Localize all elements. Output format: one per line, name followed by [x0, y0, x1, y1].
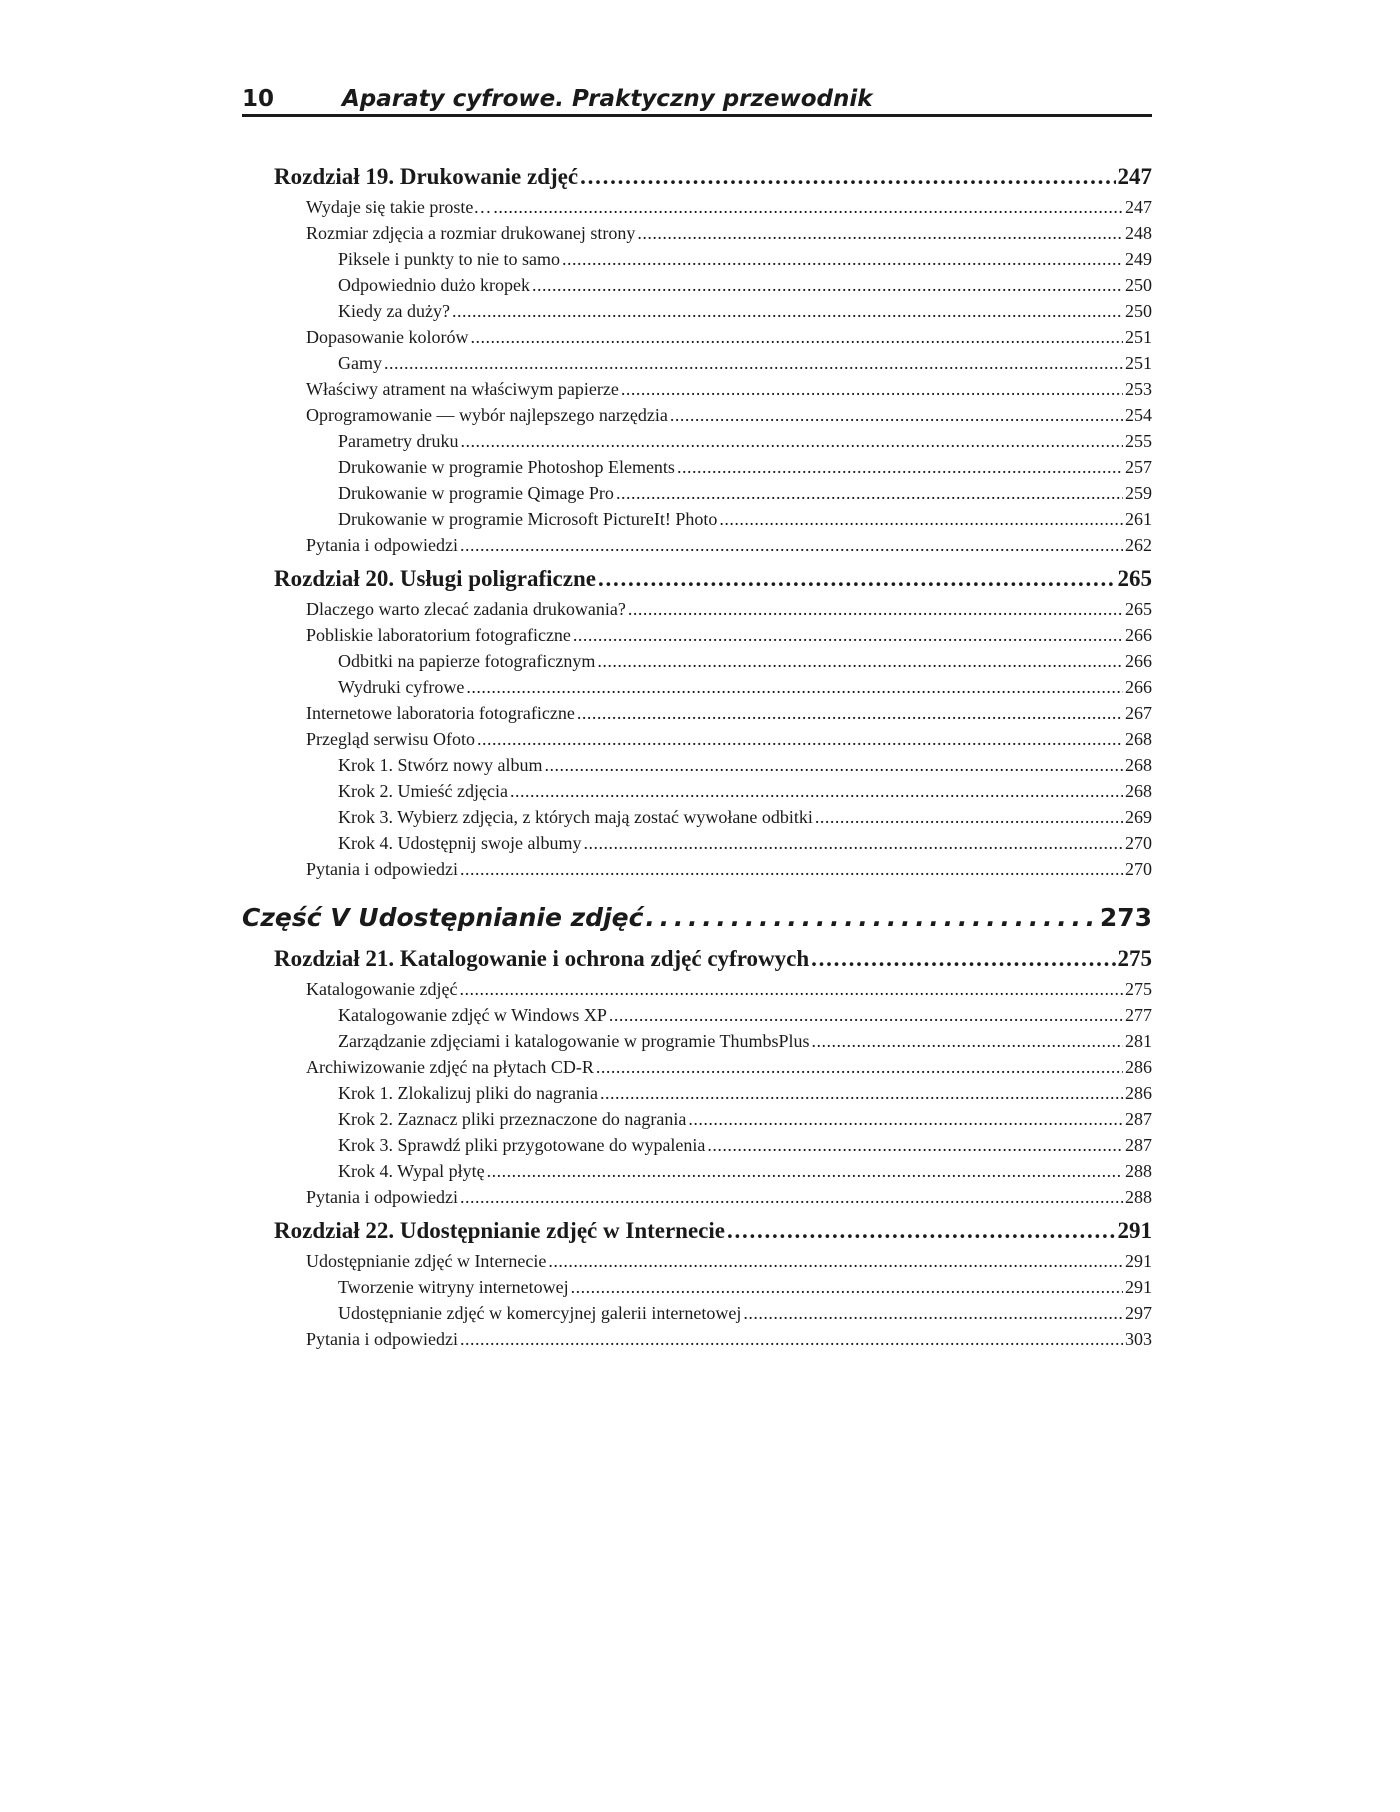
- dot-leader: [460, 532, 1123, 558]
- toc-entry-title: Krok 3. Wybierz zdjęcia, z których mają zostać wywołane odbitki: [338, 807, 813, 827]
- toc-entry-l2[interactable]: [242, 480, 1152, 506]
- toc-entry-page: 248: [1125, 223, 1152, 243]
- toc-entry-title: Oprogramowanie — wybór najlepszego narzędzia: [306, 405, 668, 425]
- toc-entry-page: 268: [1125, 781, 1152, 801]
- toc-entry-title: Gamy: [338, 353, 382, 373]
- toc-entry-title: Wydaje się takie proste…: [306, 197, 492, 217]
- toc-entry-page: 265: [1117, 566, 1152, 591]
- toc-entry-l2[interactable]: [242, 648, 1152, 674]
- toc-entry-page: 251: [1125, 353, 1152, 373]
- toc-entry-l1[interactable]: [242, 376, 1152, 402]
- dot-leader: [571, 1274, 1123, 1300]
- toc-entry-page: 247: [1117, 164, 1152, 189]
- toc-entry-page: 267: [1125, 703, 1152, 723]
- toc-entry-title: Rozdział 22. Udostępnianie zdjęć w Internecie: [274, 1218, 725, 1243]
- toc-entry-page: 259: [1125, 483, 1152, 503]
- toc-entry-page: 287: [1125, 1135, 1152, 1155]
- dot-leader: [384, 350, 1123, 376]
- toc-entry-page: 249: [1125, 249, 1152, 269]
- toc-entry-l2[interactable]: [242, 246, 1152, 272]
- dot-leader: [460, 1326, 1123, 1352]
- toc-entry-page: 268: [1125, 755, 1152, 775]
- toc-entry-l1[interactable]: [242, 324, 1152, 350]
- dot-leader: [493, 194, 1123, 220]
- toc-entry-page: 291: [1125, 1251, 1152, 1271]
- running-title: Aparaty cyfrowe. Praktyczny przewodnik: [342, 86, 873, 112]
- dot-leader: [609, 1002, 1123, 1028]
- dot-leader: [670, 402, 1123, 428]
- dot-leader: [815, 804, 1123, 830]
- toc-entry-l1[interactable]: [242, 976, 1152, 1002]
- toc-entry-l2[interactable]: [242, 428, 1152, 454]
- dot-leader: [452, 298, 1123, 324]
- toc-entry-l1[interactable]: [242, 402, 1152, 428]
- toc-entry-title: Odbitki na papierze fotograficznym: [338, 651, 596, 671]
- toc-entry-page: 281: [1125, 1031, 1152, 1051]
- dot-leader: [727, 1214, 1116, 1248]
- page-number: 10: [242, 86, 275, 112]
- toc-entry-page: 250: [1125, 301, 1152, 321]
- toc-entry-page: 286: [1125, 1057, 1152, 1077]
- toc-entry-l2[interactable]: [242, 1028, 1152, 1054]
- toc-entry-title: Odpowiednio dużo kropek: [338, 275, 530, 295]
- toc-entry-l2[interactable]: [242, 454, 1152, 480]
- toc-entry-l1[interactable]: [242, 1184, 1152, 1210]
- toc-entry-title: Parametry druku: [338, 431, 459, 451]
- toc-entry-title: Udostępnianie zdjęć w komercyjnej galerii internetowej: [338, 1303, 742, 1323]
- dot-leader: [548, 1248, 1123, 1274]
- toc-entry-page: 247: [1125, 197, 1152, 217]
- toc-entry-page: 291: [1117, 1218, 1152, 1243]
- toc-entry-title: Pytania i odpowiedzi: [306, 1187, 458, 1207]
- toc-entry-title: Drukowanie w programie Qimage Pro: [338, 483, 614, 503]
- toc-entry-l1[interactable]: [242, 194, 1152, 220]
- toc-entry-page: 275: [1117, 946, 1152, 971]
- toc-entry-l2[interactable]: [242, 272, 1152, 298]
- toc-entry-l2[interactable]: [242, 830, 1152, 856]
- toc-entry-page: 275: [1125, 979, 1152, 999]
- dot-leader: [577, 700, 1123, 726]
- toc-entry-l1[interactable]: [242, 532, 1152, 558]
- dot-leader: [600, 1080, 1123, 1106]
- dot-leader: [719, 506, 1123, 532]
- dot-leader: [583, 830, 1123, 856]
- toc-entry-page: 266: [1125, 677, 1152, 697]
- toc-entry-title: Przegląd serwisu Ofoto: [306, 729, 475, 749]
- toc-entry-l2[interactable]: [242, 674, 1152, 700]
- toc-entry-title: Rozmiar zdjęcia a rozmiar drukowanej strony: [306, 223, 636, 243]
- toc-entry-l1[interactable]: [242, 220, 1152, 246]
- dot-leader: [743, 1300, 1123, 1326]
- toc-entry-title: Właściwy atrament na właściwym papierze: [306, 379, 619, 399]
- toc-entry-page: 265: [1125, 599, 1152, 619]
- dot-leader: [707, 1132, 1123, 1158]
- toc-entry-l1[interactable]: [242, 856, 1152, 882]
- toc-entry-page: 262: [1125, 535, 1152, 555]
- dot-leader: [460, 856, 1123, 882]
- toc-entry-title: Krok 4. Wypal płytę: [338, 1161, 485, 1181]
- toc-entry-title: Pytania i odpowiedzi: [306, 535, 458, 555]
- dot-leader: [487, 1158, 1123, 1184]
- toc-entry-page: 270: [1125, 833, 1152, 853]
- toc-entry-l2[interactable]: [242, 298, 1152, 324]
- table-of-contents: [242, 160, 1152, 1352]
- dot-leader: [628, 596, 1123, 622]
- toc-entry-page: 288: [1125, 1187, 1152, 1207]
- dot-leader: [544, 752, 1123, 778]
- toc-entry-title: Krok 2. Zaznacz pliki przeznaczone do nagrania: [338, 1109, 687, 1129]
- toc-entry-l1[interactable]: [242, 700, 1152, 726]
- toc-entry-title: Krok 2. Umieść zdjęcia: [338, 781, 508, 801]
- toc-entry-title: Internetowe laboratoria fotograficzne: [306, 703, 575, 723]
- toc-entry-title: Udostępnianie zdjęć w Internecie: [306, 1251, 547, 1271]
- dot-leader: [645, 898, 1097, 938]
- toc-entry-title: Pytania i odpowiedzi: [306, 1329, 458, 1349]
- toc-entry-page: 255: [1125, 431, 1152, 451]
- toc-entry-chapter[interactable]: [242, 562, 1152, 596]
- toc-entry-title: Kiedy za duży?: [338, 301, 450, 321]
- toc-entry-title: Archiwizowanie zdjęć na płytach CD-R: [306, 1057, 594, 1077]
- dot-leader: [460, 428, 1123, 454]
- toc-entry-title: Krok 3. Sprawdź pliki przygotowane do wypalenia: [338, 1135, 706, 1155]
- toc-entry-title: Dopasowanie kolorów: [306, 327, 469, 347]
- dot-leader: [812, 1028, 1123, 1054]
- toc-entry-page: 270: [1125, 859, 1152, 879]
- toc-entry-chapter[interactable]: [242, 942, 1152, 976]
- toc-entry-title: Krok 4. Udostępnij swoje albumy: [338, 833, 582, 853]
- toc-entry-title: Część V Udostępnianie zdjęć: [242, 903, 644, 932]
- dot-leader: [596, 1054, 1123, 1080]
- dot-leader: [466, 674, 1123, 700]
- toc-entry-title: Pobliskie laboratorium fotograficzne: [306, 625, 571, 645]
- toc-entry-page: 286: [1125, 1083, 1152, 1103]
- toc-entry-page: 291: [1125, 1277, 1152, 1297]
- toc-entry-l2[interactable]: [242, 778, 1152, 804]
- toc-entry-l2[interactable]: [242, 1274, 1152, 1300]
- dot-leader: [532, 272, 1123, 298]
- toc-entry-page: 253: [1125, 379, 1152, 399]
- dot-leader: [510, 778, 1123, 804]
- dot-leader: [580, 160, 1115, 194]
- toc-entry-title: Rozdział 19. Drukowanie zdjęć: [274, 164, 579, 189]
- toc-entry-l1[interactable]: [242, 1248, 1152, 1274]
- toc-entry-l2[interactable]: [242, 752, 1152, 778]
- dot-leader: [598, 562, 1116, 596]
- toc-entry-page: 266: [1125, 651, 1152, 671]
- toc-entry-l1[interactable]: [242, 1054, 1152, 1080]
- toc-entry-page: 261: [1125, 509, 1152, 529]
- toc-entry-page: 266: [1125, 625, 1152, 645]
- dot-leader: [621, 376, 1123, 402]
- toc-entry-title: Rozdział 21. Katalogowanie i ochrona zdjęć cyfrowych: [274, 946, 810, 971]
- toc-entry-l2[interactable]: [242, 1300, 1152, 1326]
- toc-entry-l1[interactable]: [242, 726, 1152, 752]
- toc-entry-l1[interactable]: [242, 1326, 1152, 1352]
- toc-entry-page: 273: [1099, 903, 1152, 932]
- toc-entry-page: 257: [1125, 457, 1152, 477]
- toc-entry-page: 287: [1125, 1109, 1152, 1129]
- toc-entry-page: 268: [1125, 729, 1152, 749]
- toc-entry-page: 303: [1125, 1329, 1152, 1349]
- dot-leader: [562, 246, 1123, 272]
- dot-leader: [459, 976, 1123, 1002]
- toc-entry-title: Tworzenie witryny internetowej: [338, 1277, 569, 1297]
- toc-entry-title: Piksele i punkty to nie to samo: [338, 249, 560, 269]
- toc-entry-title: Drukowanie w programie Photoshop Elements: [338, 457, 675, 477]
- toc-entry-l2[interactable]: [242, 1158, 1152, 1184]
- toc-entry-page: 250: [1125, 275, 1152, 295]
- dot-leader: [470, 324, 1123, 350]
- toc-entry-part[interactable]: [242, 898, 1152, 938]
- dot-leader: [688, 1106, 1123, 1132]
- dot-leader: [477, 726, 1123, 752]
- toc-entry-l2[interactable]: [242, 1002, 1152, 1028]
- toc-entry-l2[interactable]: [242, 1080, 1152, 1106]
- dot-leader: [616, 480, 1123, 506]
- toc-entry-title: Wydruki cyfrowe: [338, 677, 465, 697]
- dot-leader: [460, 1184, 1123, 1210]
- toc-entry-title: Zarządzanie zdjęciami i katalogowanie w programie ThumbsPlus: [338, 1031, 810, 1051]
- dot-leader: [573, 622, 1123, 648]
- toc-entry-l2[interactable]: [242, 1132, 1152, 1158]
- toc-entry-title: Drukowanie w programie Microsoft PictureIt! Photo: [338, 509, 718, 529]
- toc-entry-title: Katalogowanie zdjęć: [306, 979, 458, 999]
- toc-entry-l2[interactable]: [242, 804, 1152, 830]
- toc-entry-l1[interactable]: [242, 622, 1152, 648]
- page-header: [242, 84, 1152, 117]
- toc-entry-title: Katalogowanie zdjęć w Windows XP: [338, 1005, 607, 1025]
- toc-entry-title: Krok 1. Stwórz nowy album: [338, 755, 543, 775]
- toc-entry-page: 288: [1125, 1161, 1152, 1181]
- toc-entry-l2[interactable]: [242, 506, 1152, 532]
- toc-entry-title: Krok 1. Zlokalizuj pliki do nagrania: [338, 1083, 598, 1103]
- dot-leader: [597, 648, 1123, 674]
- toc-entry-page: 254: [1125, 405, 1152, 425]
- dot-leader: [677, 454, 1123, 480]
- toc-entry-l1[interactable]: [242, 596, 1152, 622]
- dot-leader: [637, 220, 1123, 246]
- toc-entry-chapter[interactable]: [242, 1214, 1152, 1248]
- toc-entry-page: 269: [1125, 807, 1152, 827]
- toc-entry-chapter[interactable]: [242, 160, 1152, 194]
- toc-entry-l2[interactable]: [242, 1106, 1152, 1132]
- toc-entry-page: 277: [1125, 1005, 1152, 1025]
- toc-entry-title: Dlaczego warto zlecać zadania drukowania?: [306, 599, 626, 619]
- toc-entry-title: Pytania i odpowiedzi: [306, 859, 458, 879]
- toc-entry-page: 251: [1125, 327, 1152, 347]
- toc-entry-l2[interactable]: [242, 350, 1152, 376]
- toc-entry-title: Rozdział 20. Usługi poligraficzne: [274, 566, 596, 591]
- dot-leader: [811, 942, 1115, 976]
- toc-entry-page: 297: [1125, 1303, 1152, 1323]
